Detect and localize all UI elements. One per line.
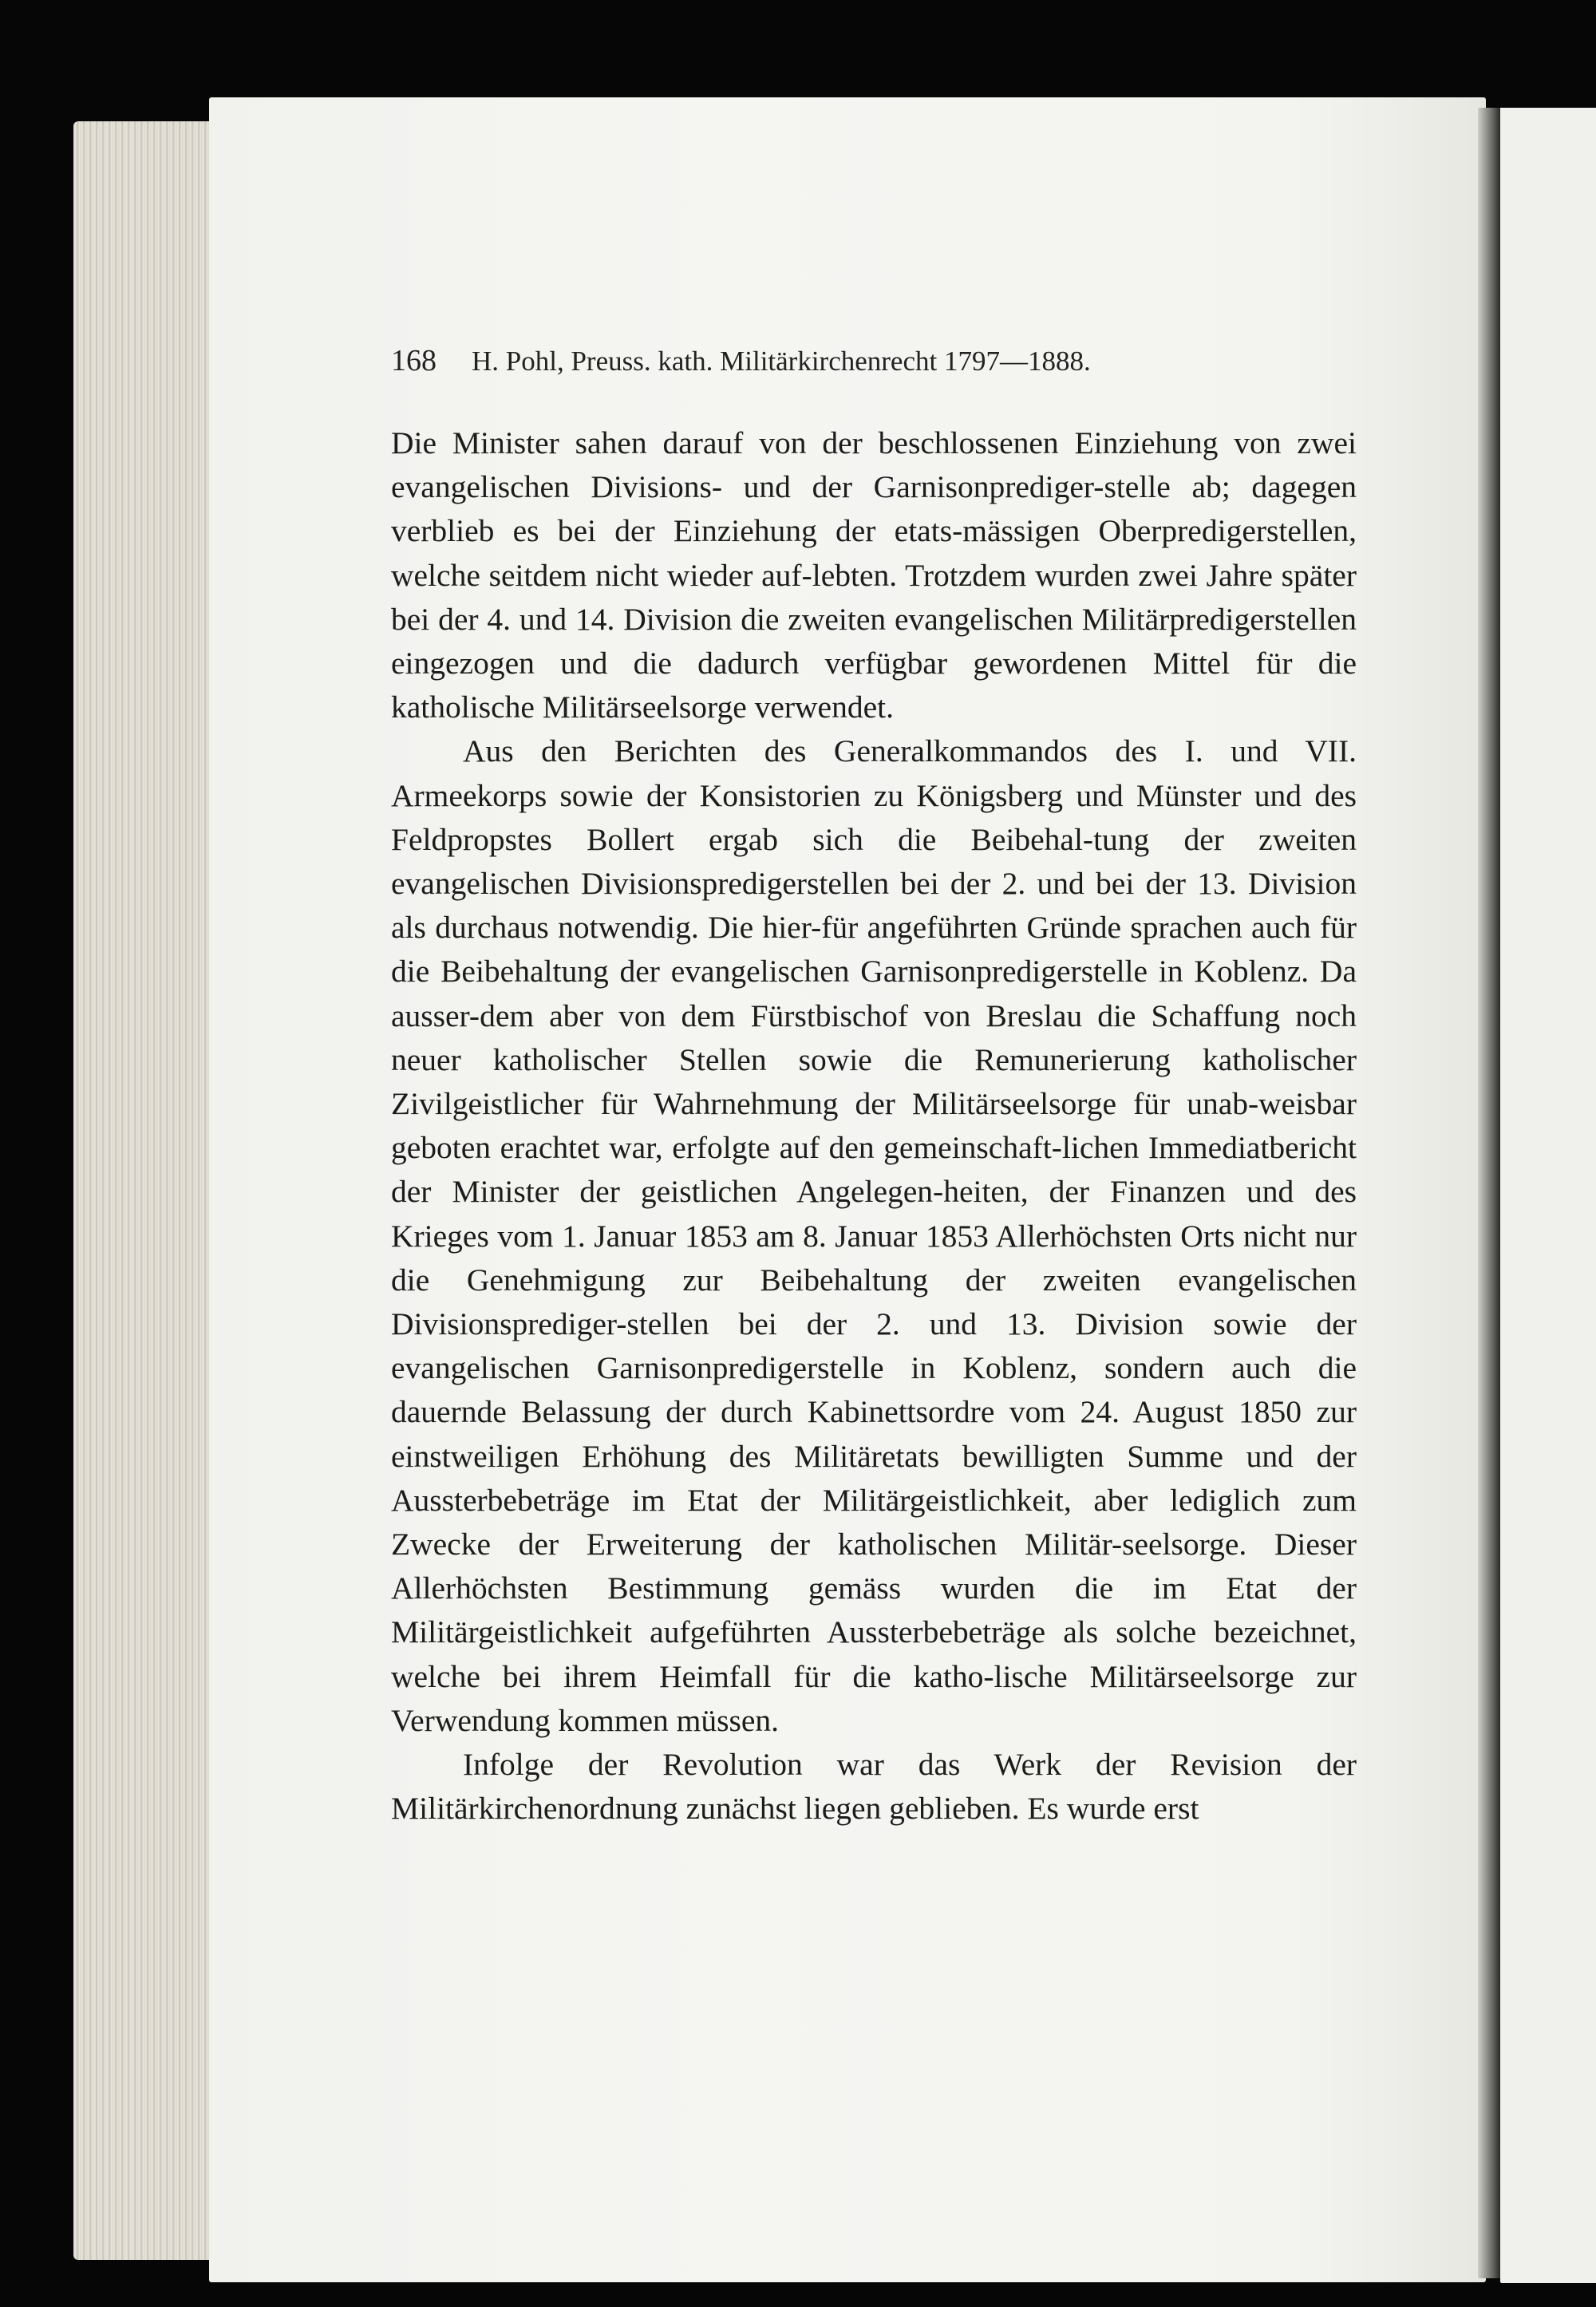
page-edges (73, 121, 217, 2260)
running-header (391, 343, 1365, 378)
facing-page-edge (1500, 108, 1596, 2283)
paragraph-3: Infolge der Revolution war das Werk der Revision der Militärkirchenordnung zunächst liegen geblieben. Es wurde erst (391, 1747, 1357, 1827)
running-title: H. Pohl, Preuss. kath. Militärkirchenrecht 1797—1888. (472, 346, 1091, 377)
book-gutter (1478, 108, 1502, 2278)
paragraph-1: Die Minister sahen darauf von der beschlossenen Einziehung von zwei evangelischen Divisions- und der Garnisonprediger-stelle ab; dagegen verblieb es bei der Einziehung der etats-mässigen Oberpredigerstellen, welche seitdem nicht wieder auf-lebten. Trotzdem wurden zwei Jahre später bei der 4. und 14. Division die zweiten evangelischen Militärpredigerstellen eingezogen und die dadurch verfügbar gewordenen Mittel für die katholische Militärseelsorge verwendet. (391, 425, 1357, 725)
page-number: 168 (391, 344, 437, 377)
body-text (391, 421, 1357, 1831)
paragraph-2: Aus den Berichten des Generalkommandos des I. und VII. Armeekorps sowie der Konsistorien zu Königsberg und Münster und des Feldpropstes Bollert ergab sich die Beibehal-tung der zweiten evangelischen Divisionspredigerstellen bei der 2. und bei der 13. Division als durchaus notwendig. Die hier-für angeführten Gründe sprachen auch für die Beibehaltung der evangelischen Garnisonpredigerstelle in Koblenz. Da ausser-dem aber von dem Fürstbischof von Breslau die Schaffung noch neuer katholischer Stellen sowie die Remunerierung katholischer Zivilgeistlicher für Wahrnehmung der Militärseelsorge für unab-weisbar geboten erachtet war, erfolgte auf den gemeinschaft-lichen Immediatbericht der Minister der geistlichen Angelegen-heiten, der Finanzen und des Krieges vom 1. Januar 1853 am 8. Januar 1853 Allerhöchsten Orts nicht nur die Genehmigung zur Beibehaltung der zweiten evangelischen Divisionsprediger-stellen bei der 2. und 13. Division sowie der evangelischen Garnisonpredigerstelle in Koblenz, sondern auch die dauernde Belassung der durch Kabinettsordre vom 24. August 1850 zur einstweiligen Erhöhung des Militäretats bewilligten Summe und der Aussterbebeträge im Etat der Militärgeistlichkeit, aber lediglich zum Zwecke der Erweiterung der katholischen Militär-seelsorge. Dieser Allerhöchsten Bestimmung gemäss wurden die im Etat der Militärgeistlichkeit aufgeführten Aussterbebeträge als solche bezeichnet, welche bei ihrem Heimfall für die katho-lische Militärseelsorge zur Verwendung kommen müssen. (391, 733, 1357, 1738)
